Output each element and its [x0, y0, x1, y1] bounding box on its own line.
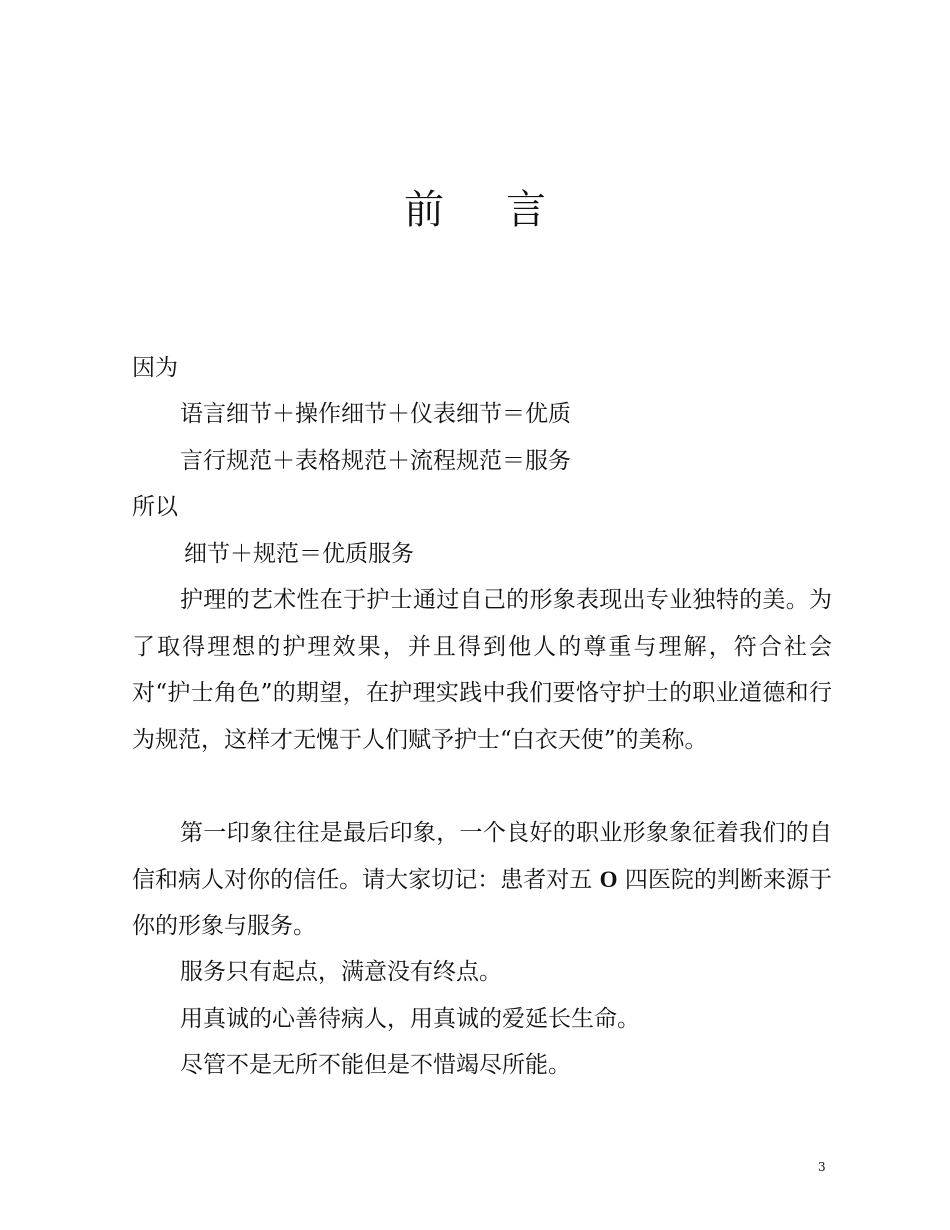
slogan-do-best: 尽管不是无所不能但是不惜竭尽所能。: [180, 1052, 571, 1078]
slogan-sincere-heart: 用真诚的心善待病人，用真诚的爱延长生命。: [180, 1006, 640, 1032]
slogan-service-start: 服务只有起点，满意没有终点。: [180, 959, 502, 985]
page-title: 前言: [404, 187, 608, 233]
page-number: 3: [818, 1160, 826, 1174]
paragraph-first-impression-text-1: 第一印象往往是最后印象，一个良好的职业形象象征着我们的自信和病人对你的信任。请大家切记：患者对五: [132, 820, 832, 893]
paragraph-first-impression-text-2: 四医院的判断来源于你的形象与服务。: [132, 866, 833, 939]
formula-quality: 语言细节＋操作细节＋仪表细节＝优质: [180, 401, 571, 427]
paragraph-nursing-art: 护理的艺术性在于护士通过自己的形象表现出专业独特的美。为了取得理想的护理效果，并且得到他人的尊重与理解，符合社会对“护士角色”的期望，在护理实践中我们要恪守护士的职业道德和行为规范，这样才无愧于人们赋予护士“白衣天使”的美称。: [132, 587, 832, 753]
formula-quality-service: 细节＋规范＝优质服务: [184, 541, 414, 567]
formula-service: 言行规范＋表格规范＋流程规范＝服务: [180, 448, 571, 474]
hospital-number-o: O: [599, 866, 618, 892]
therefore-label: 所以: [132, 494, 178, 520]
because-label: 因为: [132, 355, 178, 381]
paragraph-first-impression: [132, 810, 832, 950]
